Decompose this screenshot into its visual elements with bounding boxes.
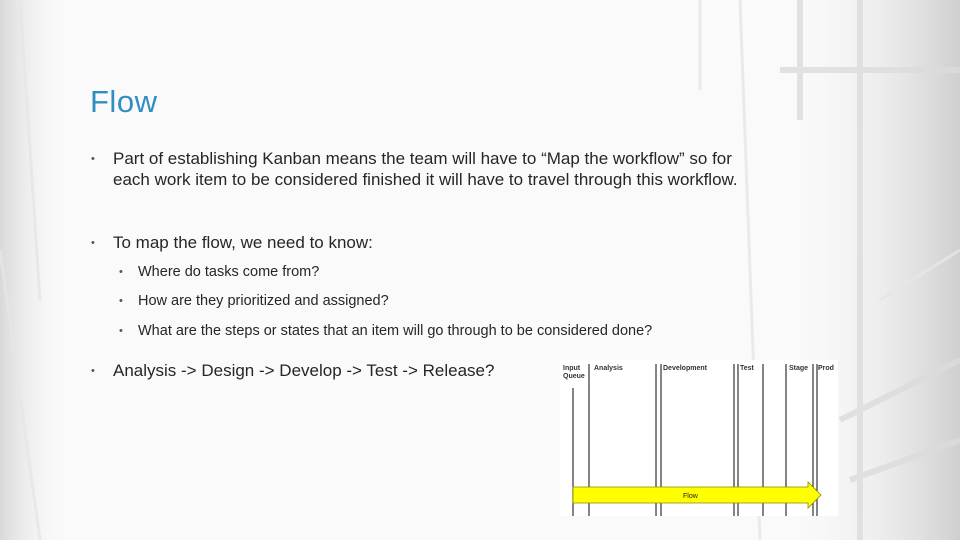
board-column-test: Test xyxy=(740,365,754,372)
sub-bullet-item xyxy=(119,292,798,310)
bullet-text: To map the flow, we need to know: xyxy=(113,233,373,252)
sub-bullet-item xyxy=(119,263,798,281)
board-column-input-queue: Input Queue xyxy=(563,365,585,380)
sub-bullet-text: How are they prioritized and assigned? xyxy=(138,293,389,309)
bullet-text: Analysis -> Design -> Develop -> Test -> Release? xyxy=(113,361,495,380)
bullet-item xyxy=(91,232,753,253)
board-column-development: Development xyxy=(663,365,707,372)
bullet-glyph: • xyxy=(119,325,123,337)
bullet-glyph: • xyxy=(91,365,95,377)
bullet-text: Part of establishing Kanban means the team will have to “Map the workflow” so for each work item to be considered finished it will have to travel through this workflow. xyxy=(113,149,738,189)
bullet-glyph: • xyxy=(91,237,95,249)
bullet-glyph: • xyxy=(119,295,123,307)
board-column-analysis: Analysis xyxy=(594,365,623,372)
sub-bullet-text: Where do tasks come from? xyxy=(138,264,320,280)
bullet-glyph: • xyxy=(91,153,95,165)
sub-bullet-text: What are the steps or states that an item will go through to be considered done? xyxy=(138,323,653,339)
bullet-item xyxy=(91,148,753,190)
board-column-stage: Stage xyxy=(789,365,809,372)
kanban-board-lines xyxy=(560,360,838,516)
board-column-prod: Prod xyxy=(818,365,834,372)
bullet-glyph: • xyxy=(119,266,123,278)
sub-bullet-item xyxy=(119,322,798,340)
flow-label: Flow xyxy=(683,493,698,500)
kanban-board-image xyxy=(560,360,838,516)
slide-title: Flow xyxy=(90,84,158,119)
